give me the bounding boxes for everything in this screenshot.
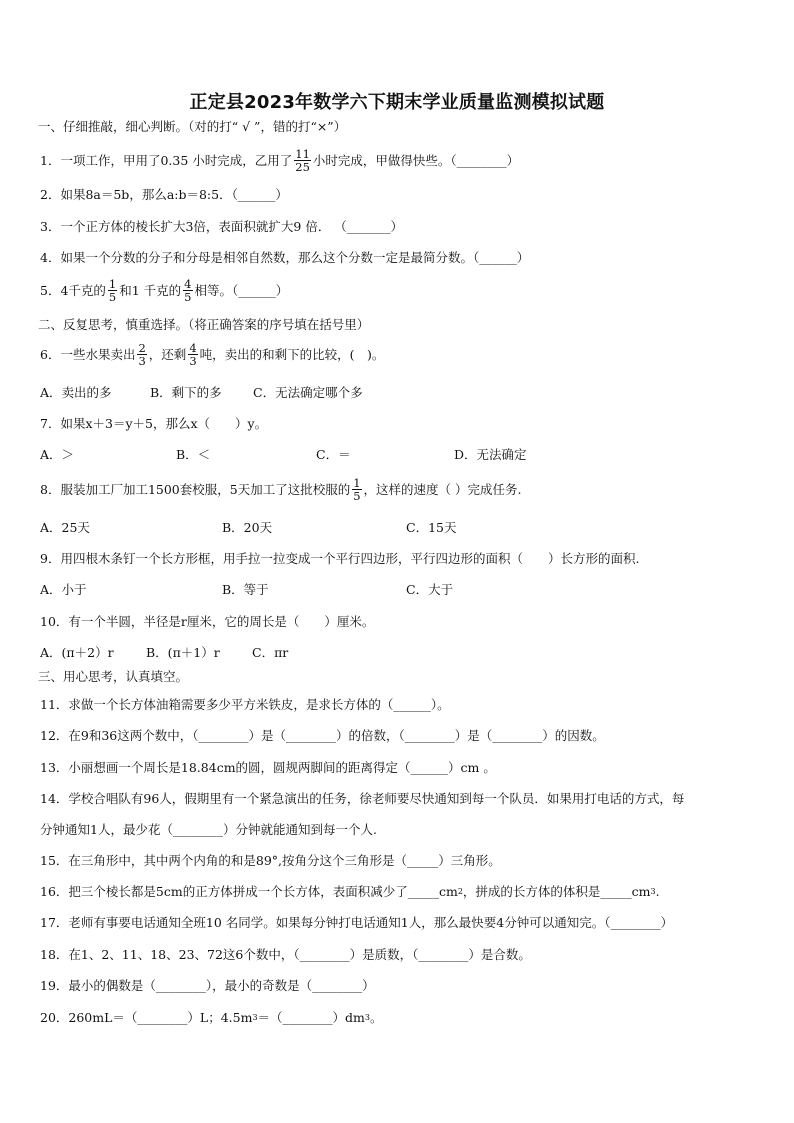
question-8-text-a: 8．服装加工厂加工1500套校服，5天加工了这批校服的 [40,481,351,497]
question-5 [40,278,288,303]
question-16-text-b: ，拼成的长方体的体积是_____cm [462,884,651,899]
question-17: 17．老师有事要电话通知全班10 名同学。如果每分钟打电话通知1人，那么最快要4分钟可以通知完。（________） [40,915,673,930]
option-b: B．(π＋1）r [146,645,220,660]
fraction-numerator: 2 [138,341,146,355]
fraction-denominator: 5 [108,290,117,304]
option-a: A．(π＋2）r [40,645,114,660]
question-11: 11．求做一个长方体油箱需要多少平方米铁皮，是求长方体的（______）。 [40,697,450,712]
question-5-text-a: 5．4千克的 [40,282,106,298]
option-b: B．等于 [222,582,269,597]
question-6-text-b: ，还剩 [148,346,187,362]
fraction-denominator: 3 [138,354,146,368]
question-14-line-2: 分钟通知1人，最少花（________）分钟就能通知到每一个人. [40,822,377,837]
fraction-1-5 [352,477,361,502]
section-1-heading: 一、仔细推敲，细心判断。（对的打“ √ ”，错的打“×”） [38,119,347,134]
question-14-line-1: 14．学校合唱队有96人，假期里有一个紧急演出的任务，徐老师要尽快通知到每一个队员．如果用打电话的方式，每 [40,791,685,806]
option-b: B．20天 [222,520,273,535]
question-19: 19．最小的偶数是（________），最小的奇数是（________） [40,978,375,993]
option-b: B．＜ [176,447,211,462]
fraction-4-3 [188,342,197,367]
question-20-text-c: 。 [370,1010,383,1025]
option-a: A．小于 [40,582,87,597]
question-5-text-b: 和1 千克的 [119,282,182,298]
question-20-text-a: 20．260mL＝（________）L；4.5m [40,1010,253,1025]
question-18: 18．在1、2、11、18、23、72这6个数中，（________）是质数，（________）是合数。 [40,947,531,962]
question-16-text-a: 16．把三个棱长都是5cm的正方体拼成一个长方体，表面积减少了_____cm [40,884,458,899]
fraction-denominator: 5 [184,290,192,304]
section-3-heading: 三、用心思考，认真填空。 [38,669,189,684]
question-3: 3．一个正方体的棱长扩大3倍，表面积就扩大9 倍． （_______） [40,219,404,234]
question-8 [40,477,522,502]
question-6 [40,342,384,367]
question-8-text-b: ，这样的速度（ ）完成任务. [363,481,522,497]
page-title: 正定县2023年数学六下期末学业质量监测模拟试题 [189,92,605,113]
question-6-text-a: 6．一些水果卖出 [40,346,136,362]
option-a: A．＞ [40,447,75,462]
question-16-text-c: . [655,884,660,899]
fraction-denominator: 5 [353,489,361,503]
question-20-text-b: ＝（________）dm [257,1010,365,1025]
fraction-numerator: 4 [189,341,197,355]
option-c: C．大于 [406,582,454,597]
question-16: 16．把三个棱长都是5cm的正方体拼成一个长方体，表面积减少了_____cm 2 ，拼成的长方体的体积是_____cm 3 . [40,884,660,899]
option-d: D．无法确定 [454,447,527,462]
option-a: A．25天 [40,520,90,535]
fraction-denominator: 25 [295,160,310,174]
fraction-numerator: 4 [184,277,192,291]
fraction-11-25 [294,148,311,173]
option-a: A．卖出的多 [40,385,112,400]
fraction-numerator: 1 [353,476,361,490]
question-7: 7．如果x＋3＝y＋5，那么x（ ）y。 [40,416,268,431]
fraction-numerator: 1 [108,277,117,291]
fraction-1-5 [108,278,117,303]
option-c: C．无法确定哪个多 [253,385,363,400]
section-2-heading: 二、反复思考，慎重选择。（将正确答案的序号填在括号里） [38,317,370,332]
fraction-4-5 [183,278,192,303]
question-2: 2．如果8a＝5b，那么a:b＝8:5．（______） [40,187,288,202]
question-20: 20．260mL＝（________）L；4.5m 3 ＝（________）dm 3 。 [40,1010,383,1025]
option-b: B．剩下的多 [150,385,222,400]
question-1-text-a: 1．一项工作，甲用了0.35 小时完成，乙用了 [40,152,293,168]
option-c: C．＝ [316,447,351,462]
question-5-text-c: 相等。（______） [194,282,289,298]
option-c: C．15天 [406,520,457,535]
question-4: 4．如果一个分数的分子和分母是相邻自然数，那么这个分数一定是最简分数。（______） [40,250,530,265]
question-1 [40,148,519,173]
fraction-denominator: 3 [189,354,197,368]
option-c: C．πr [252,645,289,660]
question-1-text-b: 小时完成，甲做得快些。（________） [312,152,520,168]
question-13: 13．小丽想画一个周长是18.84cm的圆，圆规两脚间的距离得定（______）cm 。 [40,760,496,775]
question-15: 15．在三角形中，其中两个内角的和是89°,按角分这个三角形是（_____）三角形。 [40,853,501,868]
question-9: 9．用四根木条钉一个长方形框，用手拉一拉变成一个平行四边形，平行四边形的面积（ ）长方形的面积. [40,551,640,566]
question-12: 12．在9和36这两个数中，（________）是（________）的倍数，（________）是（________）的因数。 [40,728,605,743]
question-6-text-c: 吨，卖出的和剩下的比较，( )。 [199,346,385,362]
fraction-2-3 [137,342,146,367]
fraction-numerator: 11 [295,147,310,161]
question-10: 10．有一个半圆，半径是r厘米，它的周长是（ ）厘米。 [40,614,375,629]
